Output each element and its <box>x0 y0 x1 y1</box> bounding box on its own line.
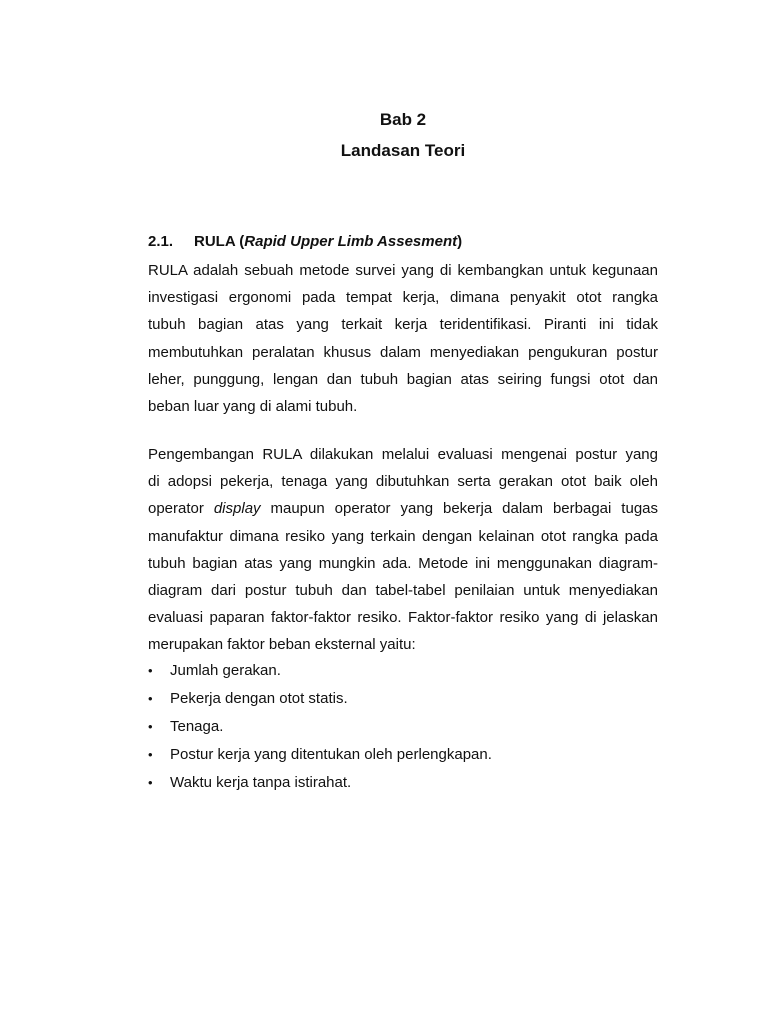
list-item <box>148 741 492 769</box>
section-title-prefix: RULA ( <box>194 233 245 250</box>
bullet-icon: • <box>148 663 153 678</box>
list-item-text: Postur kerja yang ditentukan oleh perlengkapan. <box>170 746 492 763</box>
paragraph-line: RULA adalah sebuah metode survei yang di kembangkan untuk kegunaan <box>148 262 658 279</box>
paragraph-line: merupakan faktor beban eksternal yaitu: <box>148 636 416 654</box>
bullet-icon: • <box>148 747 153 762</box>
risk-factor-list <box>148 657 492 797</box>
chapter-title: Landasan Teori <box>340 141 466 160</box>
chapter-number: Bab 2 <box>379 110 427 129</box>
paragraph-line: di adopsi pekerja, tenaga yang dibutuhkan serta gerakan otot baik oleh <box>148 473 658 491</box>
list-item <box>148 769 492 797</box>
section-title-italic: Rapid Upper Limb Assesment <box>244 233 458 250</box>
paragraph-line: tubuh bagian atas yang terkait kerja teridentifikasi. Piranti ini tidak <box>148 316 658 334</box>
list-item <box>148 657 492 685</box>
paragraph-line: beban luar yang di alami tubuh. <box>148 398 358 416</box>
line-text: maupun operator yang bekerja dalam berbagai tugas <box>260 500 658 518</box>
list-item <box>148 713 492 741</box>
paragraph-line: evaluasi paparan faktor-faktor resiko. Faktor-faktor resiko yang di jelaskan <box>148 609 658 627</box>
list-item-text: Pekerja dengan otot statis. <box>170 690 348 707</box>
bullet-icon: • <box>148 719 153 734</box>
list-item <box>148 685 492 713</box>
paragraph-rula-definition <box>148 257 658 420</box>
paragraph-line: investigasi ergonomi pada tempat kerja, dimana penyakit otot rangka <box>148 289 658 307</box>
italic-term: display <box>213 500 261 518</box>
section-title-suffix: ) <box>457 233 463 250</box>
list-item-text: Jumlah gerakan. <box>170 662 281 679</box>
paragraph-line: tubuh bagian atas yang mungkin ada. Metode ini menggunakan diagram- <box>148 554 658 572</box>
line-text: operator <box>148 500 214 518</box>
paragraph-line: manufaktur dimana resiko yang terkain dengan kelainan otot rangka pada <box>148 527 658 545</box>
paragraph-line: leher, punggung, lengan dan tubuh bagian atas seiring fungsi otot dan <box>148 370 658 388</box>
paragraph-rula-development <box>148 441 658 659</box>
paragraph-line: membutuhkan peralatan khusus dalam menyediakan pengukuran postur <box>148 343 658 361</box>
list-item-text: Tenaga. <box>170 718 224 735</box>
paragraph-line: Pengembangan RULA dilakukan melalui evaluasi mengenai postur yang <box>148 446 658 463</box>
paragraph-line-with-italic <box>148 495 658 522</box>
section-heading <box>148 233 462 250</box>
bullet-icon: • <box>148 775 153 790</box>
section-number: 2.1. <box>148 233 174 250</box>
bullet-icon: • <box>148 691 153 706</box>
paragraph-line: diagram dari postur tubuh dan tabel-tabel penilaian untuk menyediakan <box>148 582 658 600</box>
list-item-text: Waktu kerja tanpa istirahat. <box>170 774 352 791</box>
